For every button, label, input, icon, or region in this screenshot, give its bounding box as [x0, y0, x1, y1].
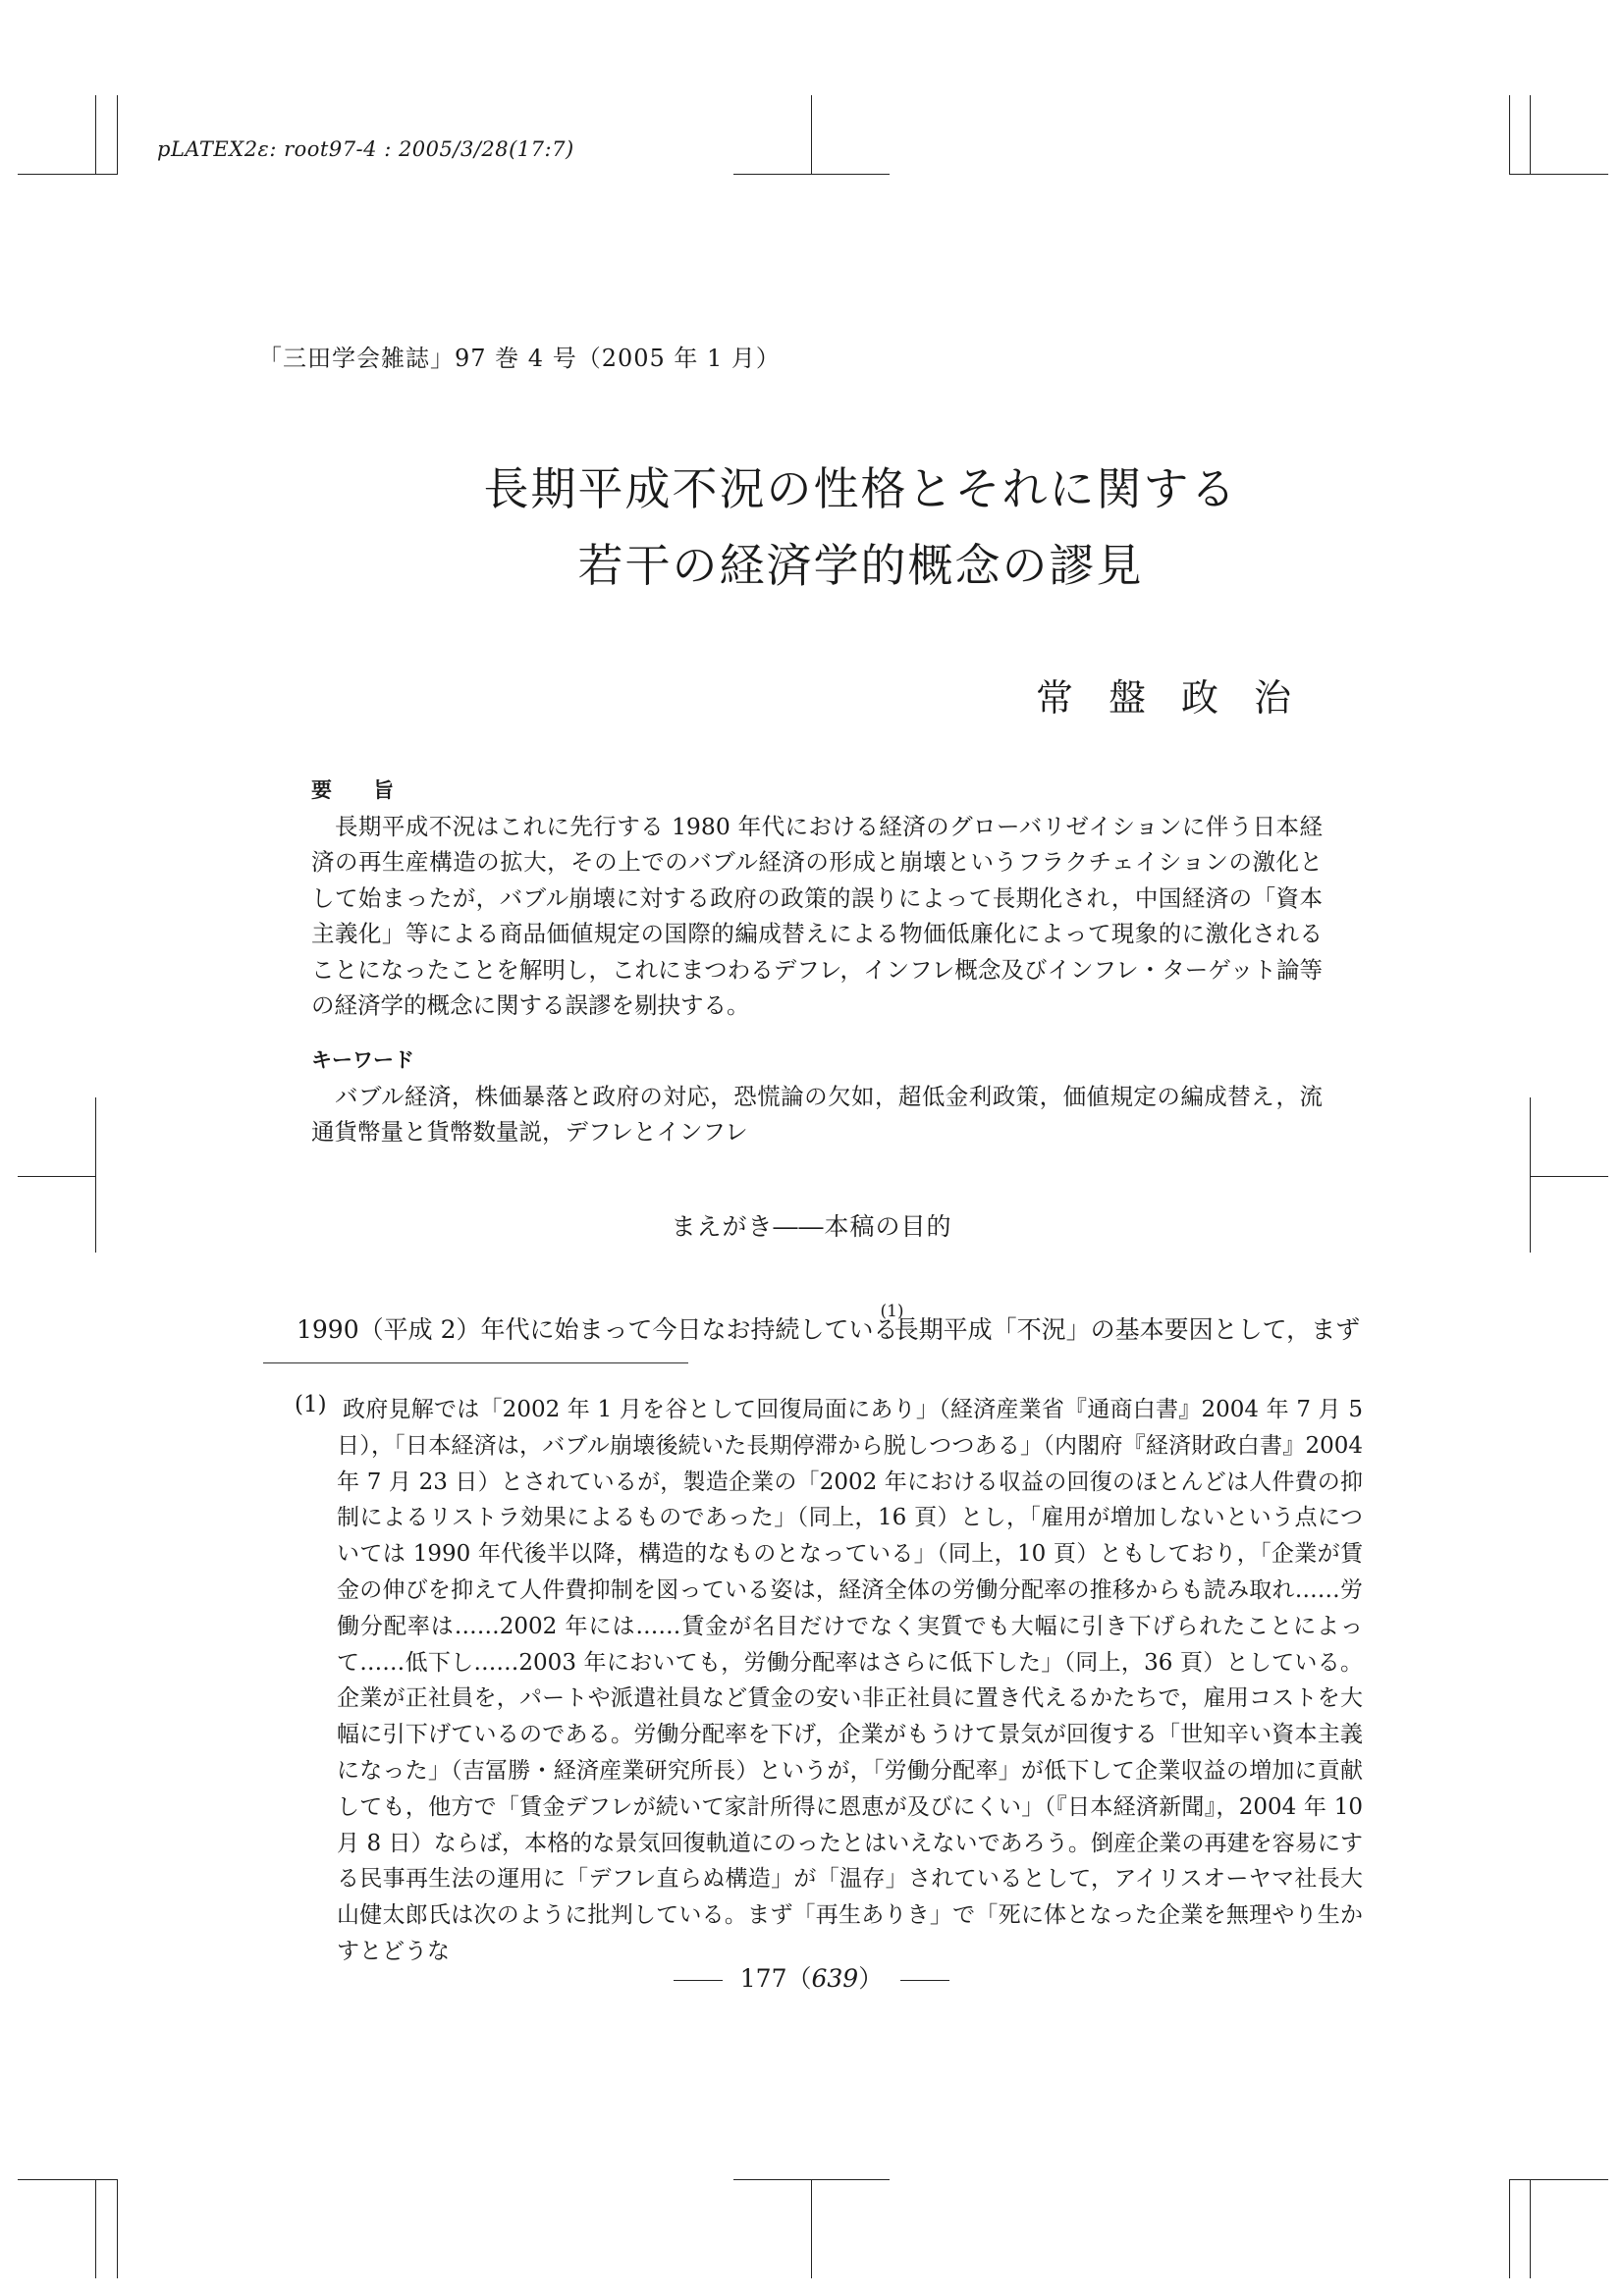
keywords-text: バブル経済，株価暴落と政府の対応，恐慌論の欠如，超低金利政策，価値規定の編成替え，流通貨幣量と貨幣数量説，デフレとインフレ — [311, 1082, 1323, 1146]
abstract — [311, 773, 1323, 1024]
footnote-number: (1) — [295, 1392, 327, 1417]
footnote-body: 政府見解では「2002 年 1 月を谷として回復局面にあり」（経済産業省『通商白書』2004 年 7 月 5 日），「日本経済は，バブル崩壊後続いた長期停滞から脱しつつある」（内閣府『経済財政白書』2004 年 7 月 23 日）とされているが，製造企業の「2002 年における収益の回復のほとんどは人件費の抑制によるリストラ効果によるものであった」（同上，16 頁）とし，「雇用が増加しないという点については 1990 年代後半以降，構造的なものとなっている」（同上，10 頁）ともしており，「企業が賃金の伸びを抑えて人件費抑制を図っている姿は，経済全体の労働分配率の推移からも読み取れ……労働分配率は……2002 年には……賃金が名目だけでなく実質でも大幅に引き下げられたことによって……低下し……2003 年においても，労働分配率はさらに低下した」（同上，36 頁）としている。企業が正社員を，パートや派遣社員など賃金の安い非正社員に置き代えるかたちで，雇用コストを大幅に引下げているのである。労働分配率を下げ，企業がもうけて景気が回復する「世知辛い資本主義になった」（吉冨勝・経済産業研究所長）というが，「労働分配率」が低下して企業収益の増加に貢献しても，他方で「賃金デフレが続いて家計所得に恩恵が及びにくい」（『日本経済新聞』，2004 年 10 月 8 日）ならば，本格的な景気回復軌道にのったとはいえないであろう。倒産企業の再建を容易にする民事再生法の運用に「デフレ直らぬ構造」が「温存」されているとして，アイリスオーヤマ社長大山健太郎氏は次のように批判している。まず「再生ありき」で「死に体となった企業を無理やり生かすとどうな — [337, 1397, 1364, 1964]
body-text-before: 1990（平成 2）年代に始まって今日なお持続している — [297, 1315, 898, 1344]
title-line-1: 長期平成不況の性格とそれに関する — [483, 462, 1238, 515]
page-number-total: 639 — [811, 1964, 859, 1993]
page-dash-left — [674, 1980, 723, 1981]
title-line-2: 若干の経済学的概念の謬見 — [577, 539, 1144, 592]
abstract-label: 要 旨 — [311, 778, 394, 802]
page-number-current: 177 — [739, 1964, 787, 1993]
page-number: 177（639） — [0, 1959, 1623, 1995]
footnote-rule — [263, 1362, 688, 1363]
footnote-ref[interactable]: (1) — [880, 1302, 904, 1321]
page-dash-right — [900, 1980, 949, 1981]
author: 常盤政治 — [1035, 676, 1326, 720]
keywords — [311, 1042, 1323, 1150]
abstract-text: 長期平成不況はこれに先行する 1980 年代における経済のグローバリゼイションに伴う日本経済の再生産構造の拡大，その上でのバブル経済の形成と崩壊というフラクチェイションの激化として始まったが，バブル崩壊に対する政府の政策的誤りによって長期化され，中国経済の「資本主義化」等による商品価値規定の国際的編成替えによる物価低廉化によって現象的に激化されることになったことを解明し，これにまつわるデフレ，インフレ概念及びインフレ・ターゲット論等の経済学的概念に関する誤謬を剔抉する。 — [311, 812, 1323, 1019]
journal-line: 「三田学会雑誌」97 巻 4 号（2005 年 1 月） — [258, 345, 781, 372]
header-tag: pLATEX2ε: root97-4 : 2005/3/28(17:7) — [157, 137, 574, 161]
body-text-after: 長期平成「不況」の基本要因として，まず — [893, 1315, 1361, 1344]
keywords-label: キーワード — [311, 1048, 414, 1072]
body-text-line — [297, 1302, 1361, 1346]
footnote-text — [337, 1392, 1363, 1970]
section-heading: まえがき――本稿の目的 — [671, 1212, 952, 1241]
